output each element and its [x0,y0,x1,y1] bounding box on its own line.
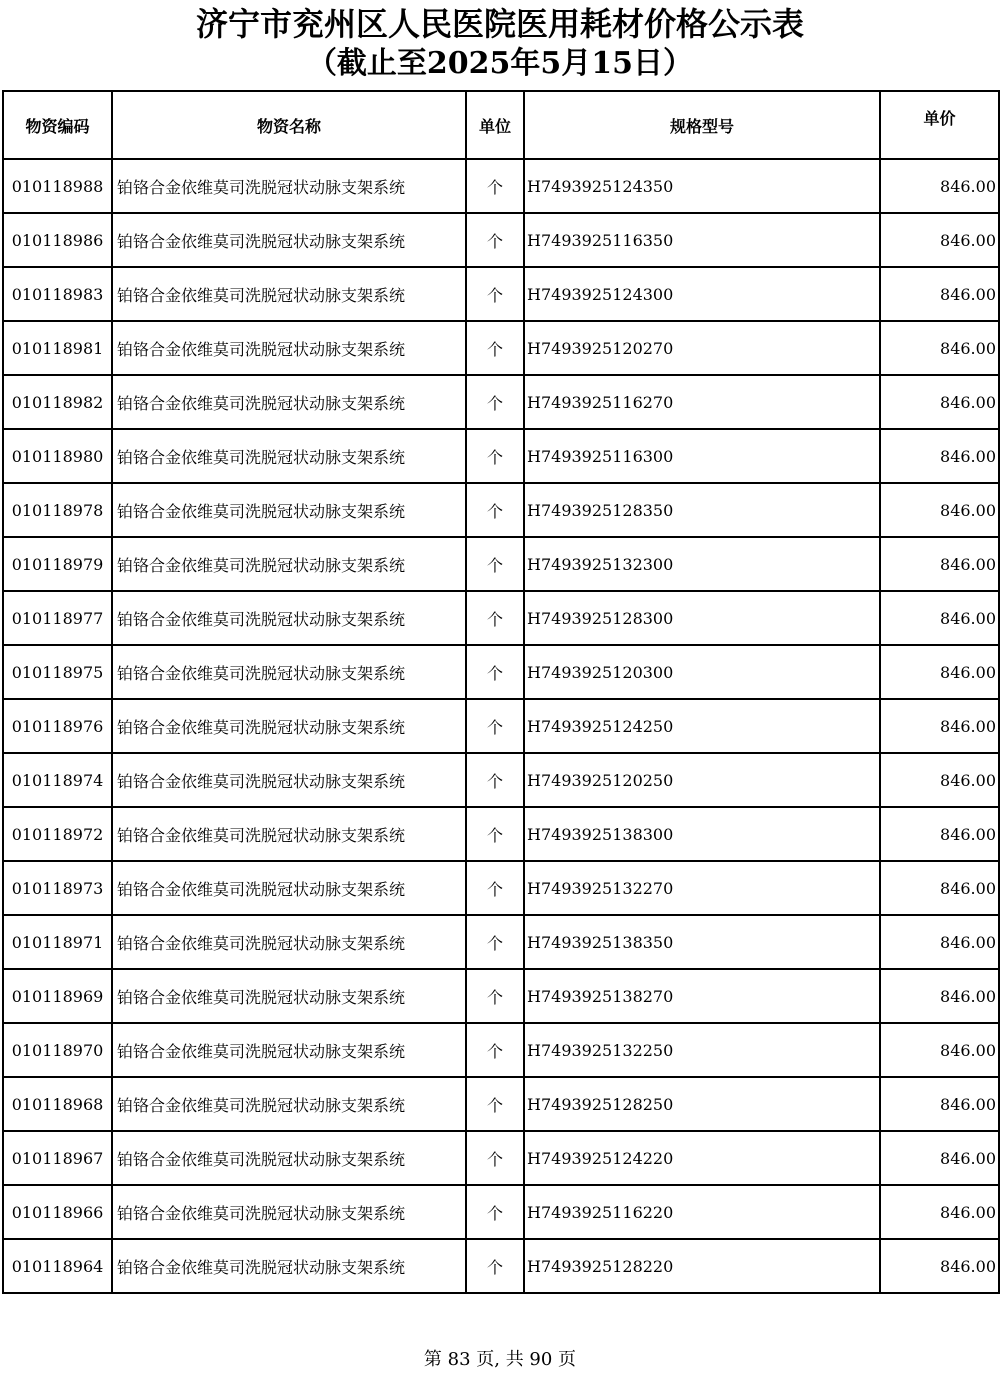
cell-unit: 个 [466,645,524,699]
cell-code: 010118978 [3,483,112,537]
header-code: 物资编码 [3,91,112,159]
table-row [3,969,999,1023]
cell-unit: 个 [466,699,524,753]
cell-code: 010118966 [3,1185,112,1239]
cell-name: 铂铬合金依维莫司洗脱冠状动脉支架系统 [112,807,466,861]
cell-price: 846.00 [880,699,999,753]
cell-code: 010118968 [3,1077,112,1131]
cell-unit: 个 [466,213,524,267]
cell-unit: 个 [466,267,524,321]
cell-spec: H7493925128300 [524,591,880,645]
table-row [3,1131,999,1185]
cell-spec: H7493925128350 [524,483,880,537]
table-row [3,591,999,645]
cell-unit: 个 [466,321,524,375]
cell-name: 铂铬合金依维莫司洗脱冠状动脉支架系统 [112,645,466,699]
cell-code: 010118973 [3,861,112,915]
table-row [3,1077,999,1131]
cell-name: 铂铬合金依维莫司洗脱冠状动脉支架系统 [112,1077,466,1131]
table-row [3,699,999,753]
cell-code: 010118971 [3,915,112,969]
cell-spec: H7493925124350 [524,159,880,213]
cell-unit: 个 [466,1077,524,1131]
header-name: 物资名称 [112,91,466,159]
cell-name: 铂铬合金依维莫司洗脱冠状动脉支架系统 [112,861,466,915]
table-row [3,375,999,429]
table-row [3,483,999,537]
table-row [3,429,999,483]
header-price: 单价 [880,91,999,159]
cell-unit: 个 [466,1023,524,1077]
cell-price: 846.00 [880,537,999,591]
cell-spec: H7493925116270 [524,375,880,429]
table-row [3,861,999,915]
cell-name: 铂铬合金依维莫司洗脱冠状动脉支架系统 [112,321,466,375]
cell-price: 846.00 [880,213,999,267]
cell-spec: H7493925120270 [524,321,880,375]
cell-code: 010118964 [3,1239,112,1293]
cell-spec: H7493925132270 [524,861,880,915]
cell-name: 铂铬合金依维莫司洗脱冠状动脉支架系统 [112,969,466,1023]
cell-name: 铂铬合金依维莫司洗脱冠状动脉支架系统 [112,1023,466,1077]
cell-price: 846.00 [880,159,999,213]
cell-name: 铂铬合金依维莫司洗脱冠状动脉支架系统 [112,213,466,267]
table-body [3,159,999,1293]
cell-name: 铂铬合金依维莫司洗脱冠状动脉支架系统 [112,1131,466,1185]
cell-name: 铂铬合金依维莫司洗脱冠状动脉支架系统 [112,753,466,807]
cell-spec: H7493925116300 [524,429,880,483]
cell-spec: H7493925116350 [524,213,880,267]
cell-spec: H7493925138300 [524,807,880,861]
table-row [3,537,999,591]
cell-name: 铂铬合金依维莫司洗脱冠状动脉支架系统 [112,267,466,321]
cell-price: 846.00 [880,753,999,807]
cell-unit: 个 [466,375,524,429]
page-subtitle: （截止至2025年5月15日） [306,46,694,81]
cell-spec: H7493925128250 [524,1077,880,1131]
cell-code: 010118986 [3,213,112,267]
cell-name: 铂铬合金依维莫司洗脱冠状动脉支架系统 [112,537,466,591]
cell-name: 铂铬合金依维莫司洗脱冠状动脉支架系统 [112,1185,466,1239]
header-spec: 规格型号 [524,91,880,159]
cell-price: 846.00 [880,969,999,1023]
cell-unit: 个 [466,861,524,915]
cell-spec: H7493925124250 [524,699,880,753]
cell-unit: 个 [466,1131,524,1185]
cell-name: 铂铬合金依维莫司洗脱冠状动脉支架系统 [112,699,466,753]
cell-unit: 个 [466,807,524,861]
cell-code: 010118967 [3,1131,112,1185]
cell-code: 010118974 [3,753,112,807]
cell-name: 铂铬合金依维莫司洗脱冠状动脉支架系统 [112,429,466,483]
cell-spec: H7493925120300 [524,645,880,699]
table-row [3,1239,999,1293]
cell-price: 846.00 [880,429,999,483]
cell-price: 846.00 [880,1077,999,1131]
cell-unit: 个 [466,483,524,537]
table-row [3,753,999,807]
table-row [3,159,999,213]
price-table [2,90,1000,1294]
table-row [3,1185,999,1239]
header-unit: 单位 [466,91,524,159]
cell-code: 010118981 [3,321,112,375]
cell-unit: 个 [466,429,524,483]
cell-unit: 个 [466,915,524,969]
cell-code: 010118970 [3,1023,112,1077]
cell-code: 010118983 [3,267,112,321]
cell-name: 铂铬合金依维莫司洗脱冠状动脉支架系统 [112,483,466,537]
cell-code: 010118982 [3,375,112,429]
table-header-row [3,91,999,159]
cell-spec: H7493925138350 [524,915,880,969]
cell-code: 010118969 [3,969,112,1023]
cell-price: 846.00 [880,915,999,969]
cell-price: 846.00 [880,861,999,915]
cell-price: 846.00 [880,375,999,429]
table-row [3,807,999,861]
cell-code: 010118976 [3,699,112,753]
cell-spec: H7493925138270 [524,969,880,1023]
cell-price: 846.00 [880,645,999,699]
table-row [3,645,999,699]
cell-unit: 个 [466,159,524,213]
cell-price: 846.00 [880,321,999,375]
cell-name: 铂铬合金依维莫司洗脱冠状动脉支架系统 [112,915,466,969]
cell-unit: 个 [466,753,524,807]
cell-code: 010118980 [3,429,112,483]
cell-code: 010118977 [3,591,112,645]
cell-price: 846.00 [880,267,999,321]
cell-code: 010118988 [3,159,112,213]
cell-price: 846.00 [880,591,999,645]
cell-spec: H7493925124220 [524,1131,880,1185]
cell-name: 铂铬合金依维莫司洗脱冠状动脉支架系统 [112,591,466,645]
cell-spec: H7493925132300 [524,537,880,591]
page-title: 济宁市兖州区人民医院医用耗材价格公示表 [195,5,804,43]
cell-unit: 个 [466,969,524,1023]
cell-unit: 个 [466,1185,524,1239]
cell-spec: H7493925128220 [524,1239,880,1293]
table-row [3,321,999,375]
cell-code: 010118975 [3,645,112,699]
cell-spec: H7493925132250 [524,1023,880,1077]
page-footer: 第 83 页, 共 90 页 [423,1349,577,1370]
cell-name: 铂铬合金依维莫司洗脱冠状动脉支架系统 [112,375,466,429]
cell-unit: 个 [466,591,524,645]
cell-price: 846.00 [880,807,999,861]
table-row [3,1023,999,1077]
cell-spec: H7493925116220 [524,1185,880,1239]
cell-price: 846.00 [880,1185,999,1239]
table-row [3,267,999,321]
cell-name: 铂铬合金依维莫司洗脱冠状动脉支架系统 [112,159,466,213]
cell-name: 铂铬合金依维莫司洗脱冠状动脉支架系统 [112,1239,466,1293]
cell-spec: H7493925124300 [524,267,880,321]
cell-price: 846.00 [880,483,999,537]
cell-price: 846.00 [880,1131,999,1185]
table-row [3,213,999,267]
cell-price: 846.00 [880,1023,999,1077]
cell-unit: 个 [466,1239,524,1293]
cell-spec: H7493925120250 [524,753,880,807]
table-row [3,915,999,969]
cell-code: 010118979 [3,537,112,591]
cell-unit: 个 [466,537,524,591]
cell-price: 846.00 [880,1239,999,1293]
cell-code: 010118972 [3,807,112,861]
